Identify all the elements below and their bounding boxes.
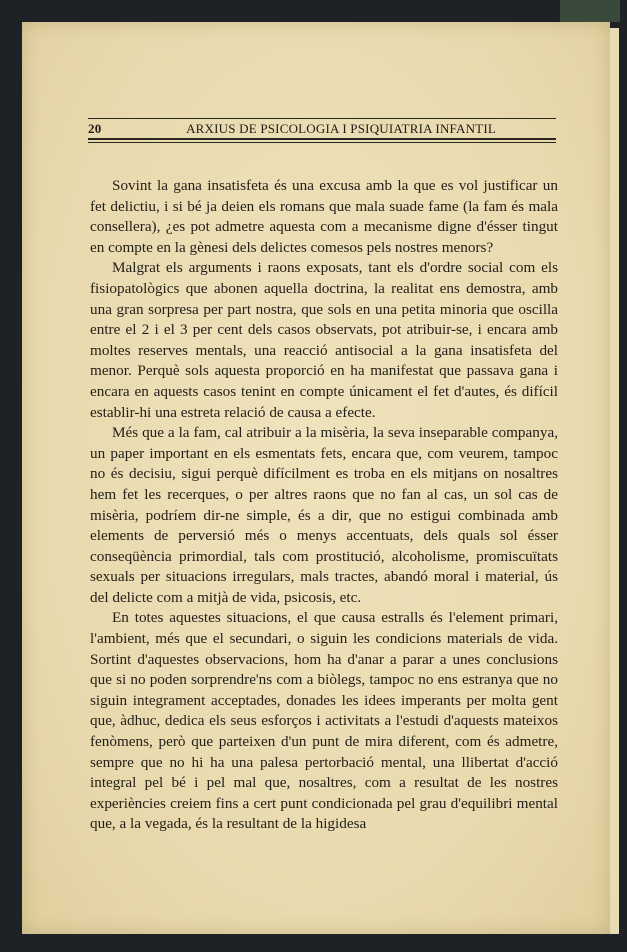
running-title: ARXIUS DE PSICOLOGIA I PSIQUIATRIA INFANTIL: [186, 121, 496, 136]
paragraph: Sovint la gana insatisfeta és una excusa amb la que es vol justificar un fet delictiu, i si bé ja deien els romans que mala suade fame (la fam és mala consellera), ¿es pot admetre aquesta com a mecanisme digne d'ésser tingut en compte en la gènesi dels delictes comesos pels nostres menors?: [90, 177, 558, 256]
body-text: [90, 176, 558, 835]
header-rule-bottom: [88, 138, 556, 140]
paragraph: Malgrat els arguments i raons exposats, tant els d'ordre social com els fisiopatològics que abonen aquella doctrina, la realitat ens demostra, amb una gran sorpresa per part nostra, que sols en una petita minoria que oscilla entre el 2 i el 3 per cent dels casos observats, pot atribuir-se, i encara amb moltes reserves mentals, una reacció antisocial a la gana insatisfeta del menor. Perquè sols aquesta proporció en ha manifestat que passava gana i encara en aquests casos tenint en compte únicament el fet d'autes, és difícil establir-hi una estreta relació de causa a efecte.: [90, 259, 558, 421]
paragraph: Més que a la fam, cal atribuir a la misèria, la seva inseparable companya, un paper important en els esmentats fets, encara que, com veurem, tampoc no és decisiu, sigui perquè difícilment es troba en els mitjans on nosaltres hem fet les recerques, o per altres raons que no fan al cas, un sol cas de misèria, podríem dir-ne simple, és a dir, que no estigui combinada amb elements de perversió més o menys accentuats, dels quals sol ésser conseqüència primordial, tals com prostitució, alcoholisme, promiscuïtats sexuals per situacions irregulars, mals tractes, abandó moral i material, ús del delicte com a mitjà de vida, psicosis, etc.: [90, 424, 558, 606]
background-tab: [560, 0, 620, 22]
page-number: 20: [88, 121, 102, 136]
header-rule-bottom-thin: [88, 142, 556, 143]
paragraph: En totes aquestes situacions, el que causa estralls és l'element primari, l'ambient, més que el secundari, o siguin les condicions materials de vida. Sortint d'aquestes observacions, hom ha d'anar a parar a unes conclusions que si no poden sorprendre'ns com a biòlegs, tampoc no ens estranya que no siguin integrament acceptades, donades les idees imperants per molta gent que, àdhuc, dedica els seus esforços i activitats a l'estudi d'aquests mateixos fenòmens, però que parteixen d'un punt de mira diferent, com és admetre, sempre que no hi ha una palesa pertorbació mental, una llibertat d'acció integral pel bé i pel mal que, nosaltres, com a resultat de les nostres experiències creiem fins a cert punt condicionada pel grau d'equilibri mental que, a la vegada, és la resultant de la higidesa: [90, 609, 558, 833]
header-row: [88, 121, 556, 136]
page-header: [88, 118, 556, 143]
header-rule-top: [88, 118, 556, 119]
